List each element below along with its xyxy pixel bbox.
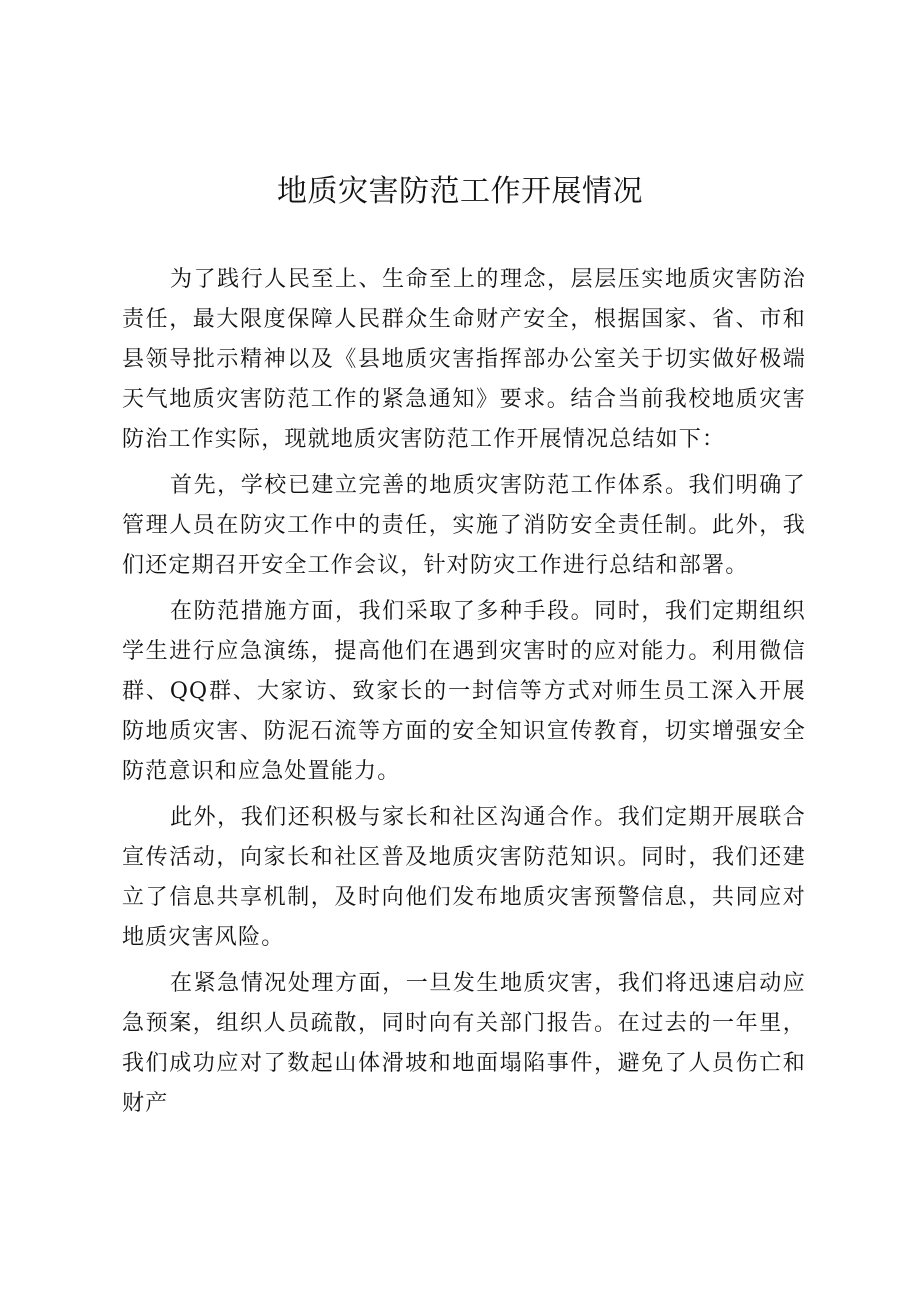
document-body	[122, 260, 806, 1130]
paragraph-measures: 在防范措施方面，我们采取了多种手段。同时，我们定期组织学生进行应急演练，提高他们在遇到灾害时的应对能力。利用微信群、QQ群、大家访、致家长的一封信等方式对师生员工深入开展防地质灾害、防泥石流等方面的安全知识宣传教育，切实增强安全防范意识和应急处置能力。	[122, 599, 806, 784]
paragraph-system: 首先，学校已建立完善的地质灾害防范工作体系。我们明确了管理人员在防灾工作中的责任，实施了消防安全责任制。此外，我们还定期召开安全工作会议，针对防灾工作进行总结和部署。	[122, 473, 806, 578]
paragraph-intro: 为了践行人民至上、生命至上的理念，层层压实地质灾害防治责任，最大限度保障人民群众生命财产安全，根据国家、省、市和县领导批示精神以及《县地质灾害指挥部办公室关于切实做好极端天气地质灾害防范工作的紧急通知》要求。结合当前我校地质灾害防治工作实际，现就地质灾害防范工作开展情况总结如下：	[122, 267, 806, 452]
document-title: 地质灾害防范工作开展情况	[277, 174, 643, 209]
paragraph-community: 此外，我们还积极与家长和社区沟通合作。我们定期开展联合宣传活动，向家长和社区普及地质灾害防范知识。同时，我们还建立了信息共享机制，及时向他们发布地质灾害预警信息，共同应对地质灾害风险。	[122, 805, 806, 950]
paragraph-emergency: 在紧急情况处理方面，一旦发生地质灾害，我们将迅速启动应急预案，组织人员疏散，同时向有关部门报告。在过去的一年里，我们成功应对了数起山体滑坡和地面塌陷事件，避免了人员伤亡和财产	[122, 971, 806, 1116]
